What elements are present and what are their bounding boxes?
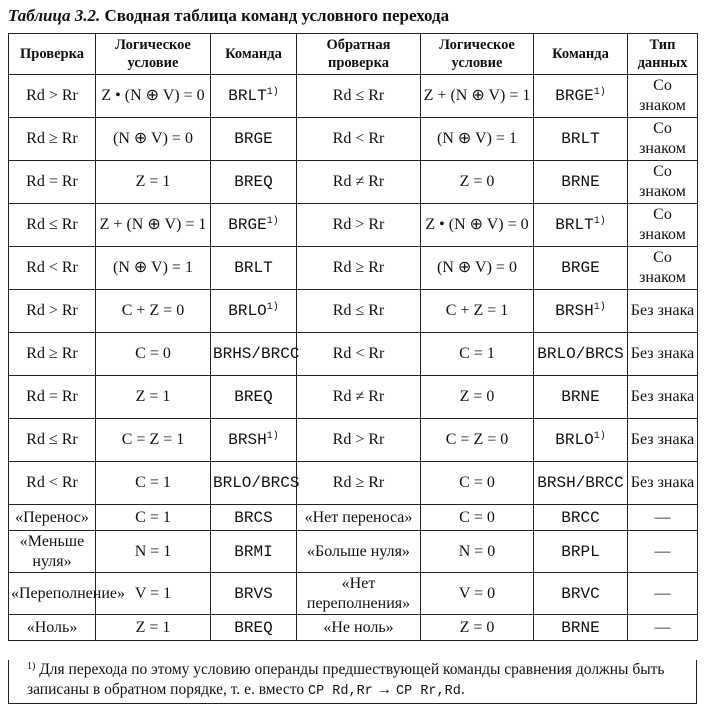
- cell-reverse-command-text: BRCC: [561, 508, 600, 527]
- cell-command: [211, 333, 300, 376]
- branch-commands-table: [8, 33, 698, 641]
- cell-command: [211, 75, 297, 118]
- cell-reverse-command-text: BRGE: [561, 259, 600, 277]
- cell-reverse-command-text: BRSH/BRCC: [537, 474, 624, 492]
- cell-reverse-condition-text: N = 0: [458, 542, 496, 560]
- cell-reverse-command-text: BRNE: [561, 388, 600, 406]
- cell-reverse-check-text: Rd > Rr: [332, 216, 385, 233]
- cell-data-type-text: Со знаком: [639, 206, 686, 243]
- cell-check: [9, 615, 96, 641]
- cell-reverse-condition: [421, 419, 534, 462]
- cell-logic-condition-text: Z = 1: [135, 618, 171, 636]
- table-row: [9, 161, 698, 204]
- footnote-ref: 1): [266, 302, 279, 313]
- cell-check-text: Rd = Rr: [26, 388, 78, 405]
- cell-logic-condition-text: Z • (N ⊕ V) = 0: [101, 87, 205, 104]
- table-row: [9, 573, 698, 615]
- footnote-ref: 1): [593, 302, 606, 313]
- cell-reverse-condition: [421, 333, 534, 376]
- cell-logic-condition: [96, 615, 211, 641]
- cell-reverse-condition-text: Z = 0: [459, 388, 495, 405]
- cell-check: [9, 118, 96, 161]
- cell-check: [9, 247, 96, 290]
- cell-reverse-condition: [421, 290, 534, 333]
- cell-check-text: Rd > Rr: [26, 302, 78, 319]
- cell-reverse-command: [534, 462, 628, 505]
- cell-reverse-condition-text: (N ⊕ V) = 0: [437, 259, 517, 276]
- cell-reverse-command: [534, 118, 628, 161]
- cell-reverse-check-text: Rd ≠ Rr: [332, 173, 385, 190]
- cell-data-type-text: Со знаком: [639, 120, 686, 157]
- cell-data-type-text: Без знака: [630, 388, 695, 405]
- cell-command: [211, 161, 297, 204]
- cell-reverse-check-text: Rd ≥ Rr: [332, 474, 385, 491]
- cell-logic-condition-text: N = 1: [134, 542, 172, 560]
- cell-reverse-command-text: BRLT: [555, 216, 594, 234]
- cell-reverse-command: [534, 419, 628, 462]
- cell-data-type-text: Без знака: [630, 302, 695, 319]
- cell-reverse-check: [297, 419, 421, 462]
- cell-check: [9, 333, 96, 376]
- cell-reverse-command-text: BRGE: [555, 87, 594, 105]
- cell-reverse-command-text: BRLO: [555, 431, 594, 449]
- cell-check-text: Rd ≥ Rr: [26, 130, 78, 147]
- cell-reverse-command: [534, 615, 628, 641]
- cell-logic-condition: [96, 118, 211, 161]
- cell-command: [211, 505, 297, 531]
- cell-data-type-text: —: [654, 584, 671, 602]
- cell-reverse-command: [534, 290, 628, 333]
- cell-command: [211, 376, 297, 419]
- cell-reverse-check-text: «Больше нуля»: [307, 542, 410, 560]
- cell-reverse-check-text: «Нет переполнения»: [306, 574, 411, 612]
- header-check: Проверка: [9, 34, 96, 75]
- cell-check-text: Rd = Rr: [26, 173, 78, 190]
- cell-check-text: Rd ≥ Rr: [26, 345, 78, 362]
- cell-command-text: BRLT: [234, 259, 273, 277]
- cell-logic-condition: [96, 376, 211, 419]
- cell-logic-condition-text: C = 0: [135, 345, 171, 362]
- cell-command-text: BRLT: [228, 87, 267, 105]
- table-row: [9, 505, 698, 531]
- header-row: [9, 34, 698, 75]
- cell-reverse-condition-text: (N ⊕ V) = 1: [437, 130, 517, 147]
- footnote-code-to: CP Rr,Rd: [396, 684, 461, 699]
- header-logic: Логическое условие: [96, 34, 211, 75]
- cell-logic-condition: [96, 161, 211, 204]
- cell-reverse-command: [534, 75, 628, 118]
- table-row: [9, 204, 698, 247]
- cell-reverse-condition-text: C = 0: [459, 508, 495, 526]
- cell-check-text: Rd > Rr: [26, 87, 78, 104]
- cell-data-type: [628, 531, 698, 573]
- cell-check-text: Rd < Rr: [26, 474, 78, 491]
- cell-command: [211, 118, 297, 161]
- footnote-mark: 1): [27, 661, 36, 672]
- table-caption: [8, 6, 449, 26]
- footnote: [8, 660, 697, 704]
- cell-check: [9, 75, 96, 118]
- footnote-ref: 1): [266, 431, 279, 442]
- cell-command-text: BRGE: [234, 130, 273, 148]
- cell-reverse-check: [297, 333, 421, 376]
- cell-command-text: BRGE: [228, 216, 267, 234]
- table-row: [9, 333, 698, 376]
- table-row: [9, 462, 698, 505]
- cell-logic-condition-text: (N ⊕ V) = 0: [113, 130, 193, 147]
- cell-check-text: «Перенос»: [15, 508, 89, 526]
- cell-data-type: [628, 290, 698, 333]
- header-logic-2: Логическое условие: [421, 34, 534, 75]
- cell-data-type-text: Со знаком: [639, 163, 686, 200]
- cell-data-type: [628, 615, 698, 641]
- cell-reverse-command-text: BRVC: [561, 584, 600, 603]
- cell-reverse-check-text: Rd > Rr: [332, 431, 385, 448]
- table-row: [9, 118, 698, 161]
- cell-reverse-check: [297, 531, 421, 573]
- cell-reverse-check-text: Rd ≤ Rr: [332, 302, 385, 319]
- cell-data-type: [628, 376, 698, 419]
- cell-check: [9, 204, 96, 247]
- cell-reverse-condition: [421, 204, 534, 247]
- table-row: [9, 531, 698, 573]
- cell-reverse-command: [534, 573, 628, 615]
- cell-reverse-condition: [421, 531, 534, 573]
- cell-reverse-condition: [421, 573, 534, 615]
- cell-check: [9, 161, 96, 204]
- cell-check-text: «Переполнение»: [11, 584, 125, 602]
- cell-reverse-condition: [421, 161, 534, 204]
- cell-check: [9, 376, 96, 419]
- header-command-2: Команда: [534, 34, 628, 75]
- cell-check-text: «Меньше нуля»: [19, 532, 85, 570]
- cell-command: [211, 290, 297, 333]
- footnote-ref: 1): [266, 87, 279, 98]
- cell-check: [9, 290, 96, 333]
- cell-check-text: «Ноль»: [26, 618, 78, 636]
- table-body: [9, 75, 698, 641]
- cell-reverse-condition-text: Z = 0: [459, 173, 495, 190]
- cell-reverse-condition-text: C = 1: [459, 345, 495, 362]
- table-row: [9, 247, 698, 290]
- cell-logic-condition: [96, 419, 211, 462]
- cell-reverse-condition-text: V = 0: [458, 584, 496, 602]
- cell-data-type: [628, 75, 698, 118]
- cell-reverse-command: [534, 376, 628, 419]
- cell-logic-condition: [96, 333, 211, 376]
- cell-data-type-text: Без знака: [630, 345, 695, 362]
- cell-reverse-command: [534, 161, 628, 204]
- cell-data-type: [628, 204, 698, 247]
- cell-command-text: BRLO/BRCS: [213, 474, 300, 492]
- cell-logic-condition-text: C + Z = 0: [121, 302, 185, 319]
- cell-reverse-command: [534, 204, 628, 247]
- cell-reverse-check-text: Rd ≥ Rr: [332, 259, 385, 276]
- header-data-type: Тип данных: [628, 34, 698, 75]
- table-row: [9, 290, 698, 333]
- cell-reverse-check-text: «Нет переноса»: [304, 508, 413, 526]
- cell-reverse-condition-text: C = 0: [459, 474, 495, 491]
- cell-check: [9, 573, 125, 615]
- cell-reverse-condition: [421, 376, 534, 419]
- cell-reverse-check: [297, 161, 421, 204]
- cell-command-text: BREQ: [234, 173, 273, 191]
- cell-data-type-text: —: [654, 508, 671, 526]
- cell-reverse-check-text: Rd < Rr: [332, 130, 385, 147]
- cell-data-type: [628, 505, 698, 531]
- cell-reverse-condition: [421, 247, 534, 290]
- cell-command-text: BRHS/BRCC: [213, 345, 300, 363]
- cell-check-text: Rd < Rr: [26, 259, 78, 276]
- cell-reverse-check: [297, 615, 421, 641]
- cell-command: [211, 462, 300, 505]
- footnote-ref: 1): [593, 87, 606, 98]
- cell-data-type: [628, 419, 698, 462]
- cell-reverse-check: [297, 573, 421, 615]
- footnote-ref: 1): [593, 431, 606, 442]
- cell-check: [9, 462, 96, 505]
- cell-reverse-command-text: BRNE: [561, 618, 600, 637]
- header-command: Команда: [211, 34, 297, 75]
- cell-command: [211, 419, 297, 462]
- cell-reverse-condition: [421, 75, 534, 118]
- cell-reverse-command: [534, 531, 628, 573]
- cell-check: [9, 505, 96, 531]
- cell-logic-condition: [96, 290, 211, 333]
- cell-data-type-text: —: [654, 542, 671, 560]
- cell-logic-condition: [96, 531, 211, 573]
- cell-logic-condition-text: V = 1: [134, 584, 172, 602]
- cell-reverse-command: [534, 333, 628, 376]
- table-row: [9, 376, 698, 419]
- cell-data-type: [628, 573, 698, 615]
- cell-reverse-check: [297, 247, 421, 290]
- cell-command-text: BRSH: [228, 431, 267, 449]
- cell-command-text: BREQ: [234, 388, 273, 406]
- header-reverse-check: Обратная проверка: [297, 34, 421, 75]
- cell-reverse-check-text: Rd ≠ Rr: [332, 388, 385, 405]
- cell-reverse-check: [297, 118, 421, 161]
- cell-reverse-check-text: Rd ≤ Rr: [332, 87, 385, 104]
- footnote-text: Для перехода по этому условию операнды предшествующей команды сравнения должны быть записаны в обратном порядке, т. е. вместо: [27, 661, 665, 698]
- cell-logic-condition-text: Z = 1: [135, 388, 171, 405]
- cell-data-type: [628, 462, 698, 505]
- cell-reverse-command-text: BRNE: [561, 173, 600, 191]
- cell-reverse-command-text: BRPL: [561, 542, 600, 561]
- cell-reverse-condition-text: C = Z = 0: [445, 431, 509, 448]
- cell-reverse-condition: [421, 505, 534, 531]
- cell-reverse-command-text: BRSH: [555, 302, 594, 320]
- cell-command-text: BREQ: [234, 618, 273, 637]
- footnote-end: .: [460, 681, 465, 698]
- cell-reverse-check-text: Rd < Rr: [332, 345, 385, 362]
- cell-reverse-check: [297, 376, 421, 419]
- cell-data-type-text: Со знаком: [639, 77, 686, 114]
- cell-reverse-command-text: BRLO/BRCS: [537, 345, 624, 363]
- cell-reverse-check: [297, 462, 421, 505]
- cell-data-type-text: Без знака: [630, 474, 695, 491]
- cell-logic-condition-text: C = 1: [135, 474, 171, 491]
- cell-logic-condition: [96, 204, 211, 247]
- cell-data-type: [628, 333, 698, 376]
- cell-command-text: BRCS: [234, 508, 273, 527]
- cell-logic-condition: [96, 462, 211, 505]
- cell-reverse-condition-text: Z = 0: [459, 618, 495, 636]
- cell-data-type-text: —: [654, 618, 671, 636]
- table-row: [9, 419, 698, 462]
- cell-reverse-condition: [421, 462, 534, 505]
- cell-reverse-command: [534, 505, 628, 531]
- cell-logic-condition-text: (N ⊕ V) = 1: [113, 259, 193, 276]
- cell-check: [9, 531, 96, 573]
- cell-logic-condition-text: C = Z = 1: [121, 431, 185, 448]
- table-row: [9, 615, 698, 641]
- cell-logic-condition-text: C = 1: [135, 508, 171, 526]
- cell-reverse-check-text: «Не ноль»: [323, 618, 394, 636]
- footnote-ref: 1): [266, 216, 279, 227]
- cell-command: [211, 247, 297, 290]
- footnote-ref: 1): [593, 216, 606, 227]
- cell-logic-condition-text: Z + (N ⊕ V) = 1: [99, 216, 207, 233]
- arrow-icon: →: [376, 681, 393, 698]
- cell-reverse-check: [297, 505, 421, 531]
- cell-reverse-command: [534, 247, 628, 290]
- cell-reverse-condition-text: C + Z = 1: [445, 302, 509, 319]
- table-title: Сводная таблица команд условного перехода: [104, 6, 450, 25]
- cell-data-type-text: Без знака: [630, 431, 695, 448]
- cell-data-type: [628, 118, 698, 161]
- cell-logic-condition: [96, 505, 211, 531]
- cell-logic-condition: [96, 247, 211, 290]
- cell-check: [9, 419, 96, 462]
- cell-command: [211, 204, 297, 247]
- cell-command: [211, 531, 297, 573]
- cell-check-text: Rd ≤ Rr: [26, 431, 78, 448]
- cell-data-type-text: Со знаком: [639, 249, 686, 286]
- cell-reverse-condition: [421, 615, 534, 641]
- cell-reverse-condition-text: Z • (N ⊕ V) = 0: [425, 216, 529, 233]
- cell-data-type: [628, 247, 698, 290]
- cell-reverse-check: [297, 204, 421, 247]
- cell-command: [211, 573, 297, 615]
- cell-check-text: Rd ≤ Rr: [26, 216, 78, 233]
- cell-reverse-condition-text: Z + (N ⊕ V) = 1: [423, 87, 531, 104]
- footnote-code-from: CP Rd,Rr: [307, 684, 373, 699]
- cell-command-text: BRLO: [228, 302, 267, 320]
- cell-logic-condition: [96, 75, 211, 118]
- cell-reverse-command-text: BRLT: [561, 130, 600, 148]
- cell-reverse-check: [297, 290, 421, 333]
- table-row: [9, 75, 698, 118]
- cell-reverse-check: [297, 75, 421, 118]
- cell-command-text: BRMI: [234, 542, 273, 561]
- cell-reverse-condition: [421, 118, 534, 161]
- cell-command-text: BRVS: [234, 584, 273, 603]
- table-number: Таблица 3.2.: [8, 6, 101, 25]
- cell-logic-condition-text: Z = 1: [135, 173, 171, 190]
- cell-command: [211, 615, 297, 641]
- cell-data-type: [628, 161, 698, 204]
